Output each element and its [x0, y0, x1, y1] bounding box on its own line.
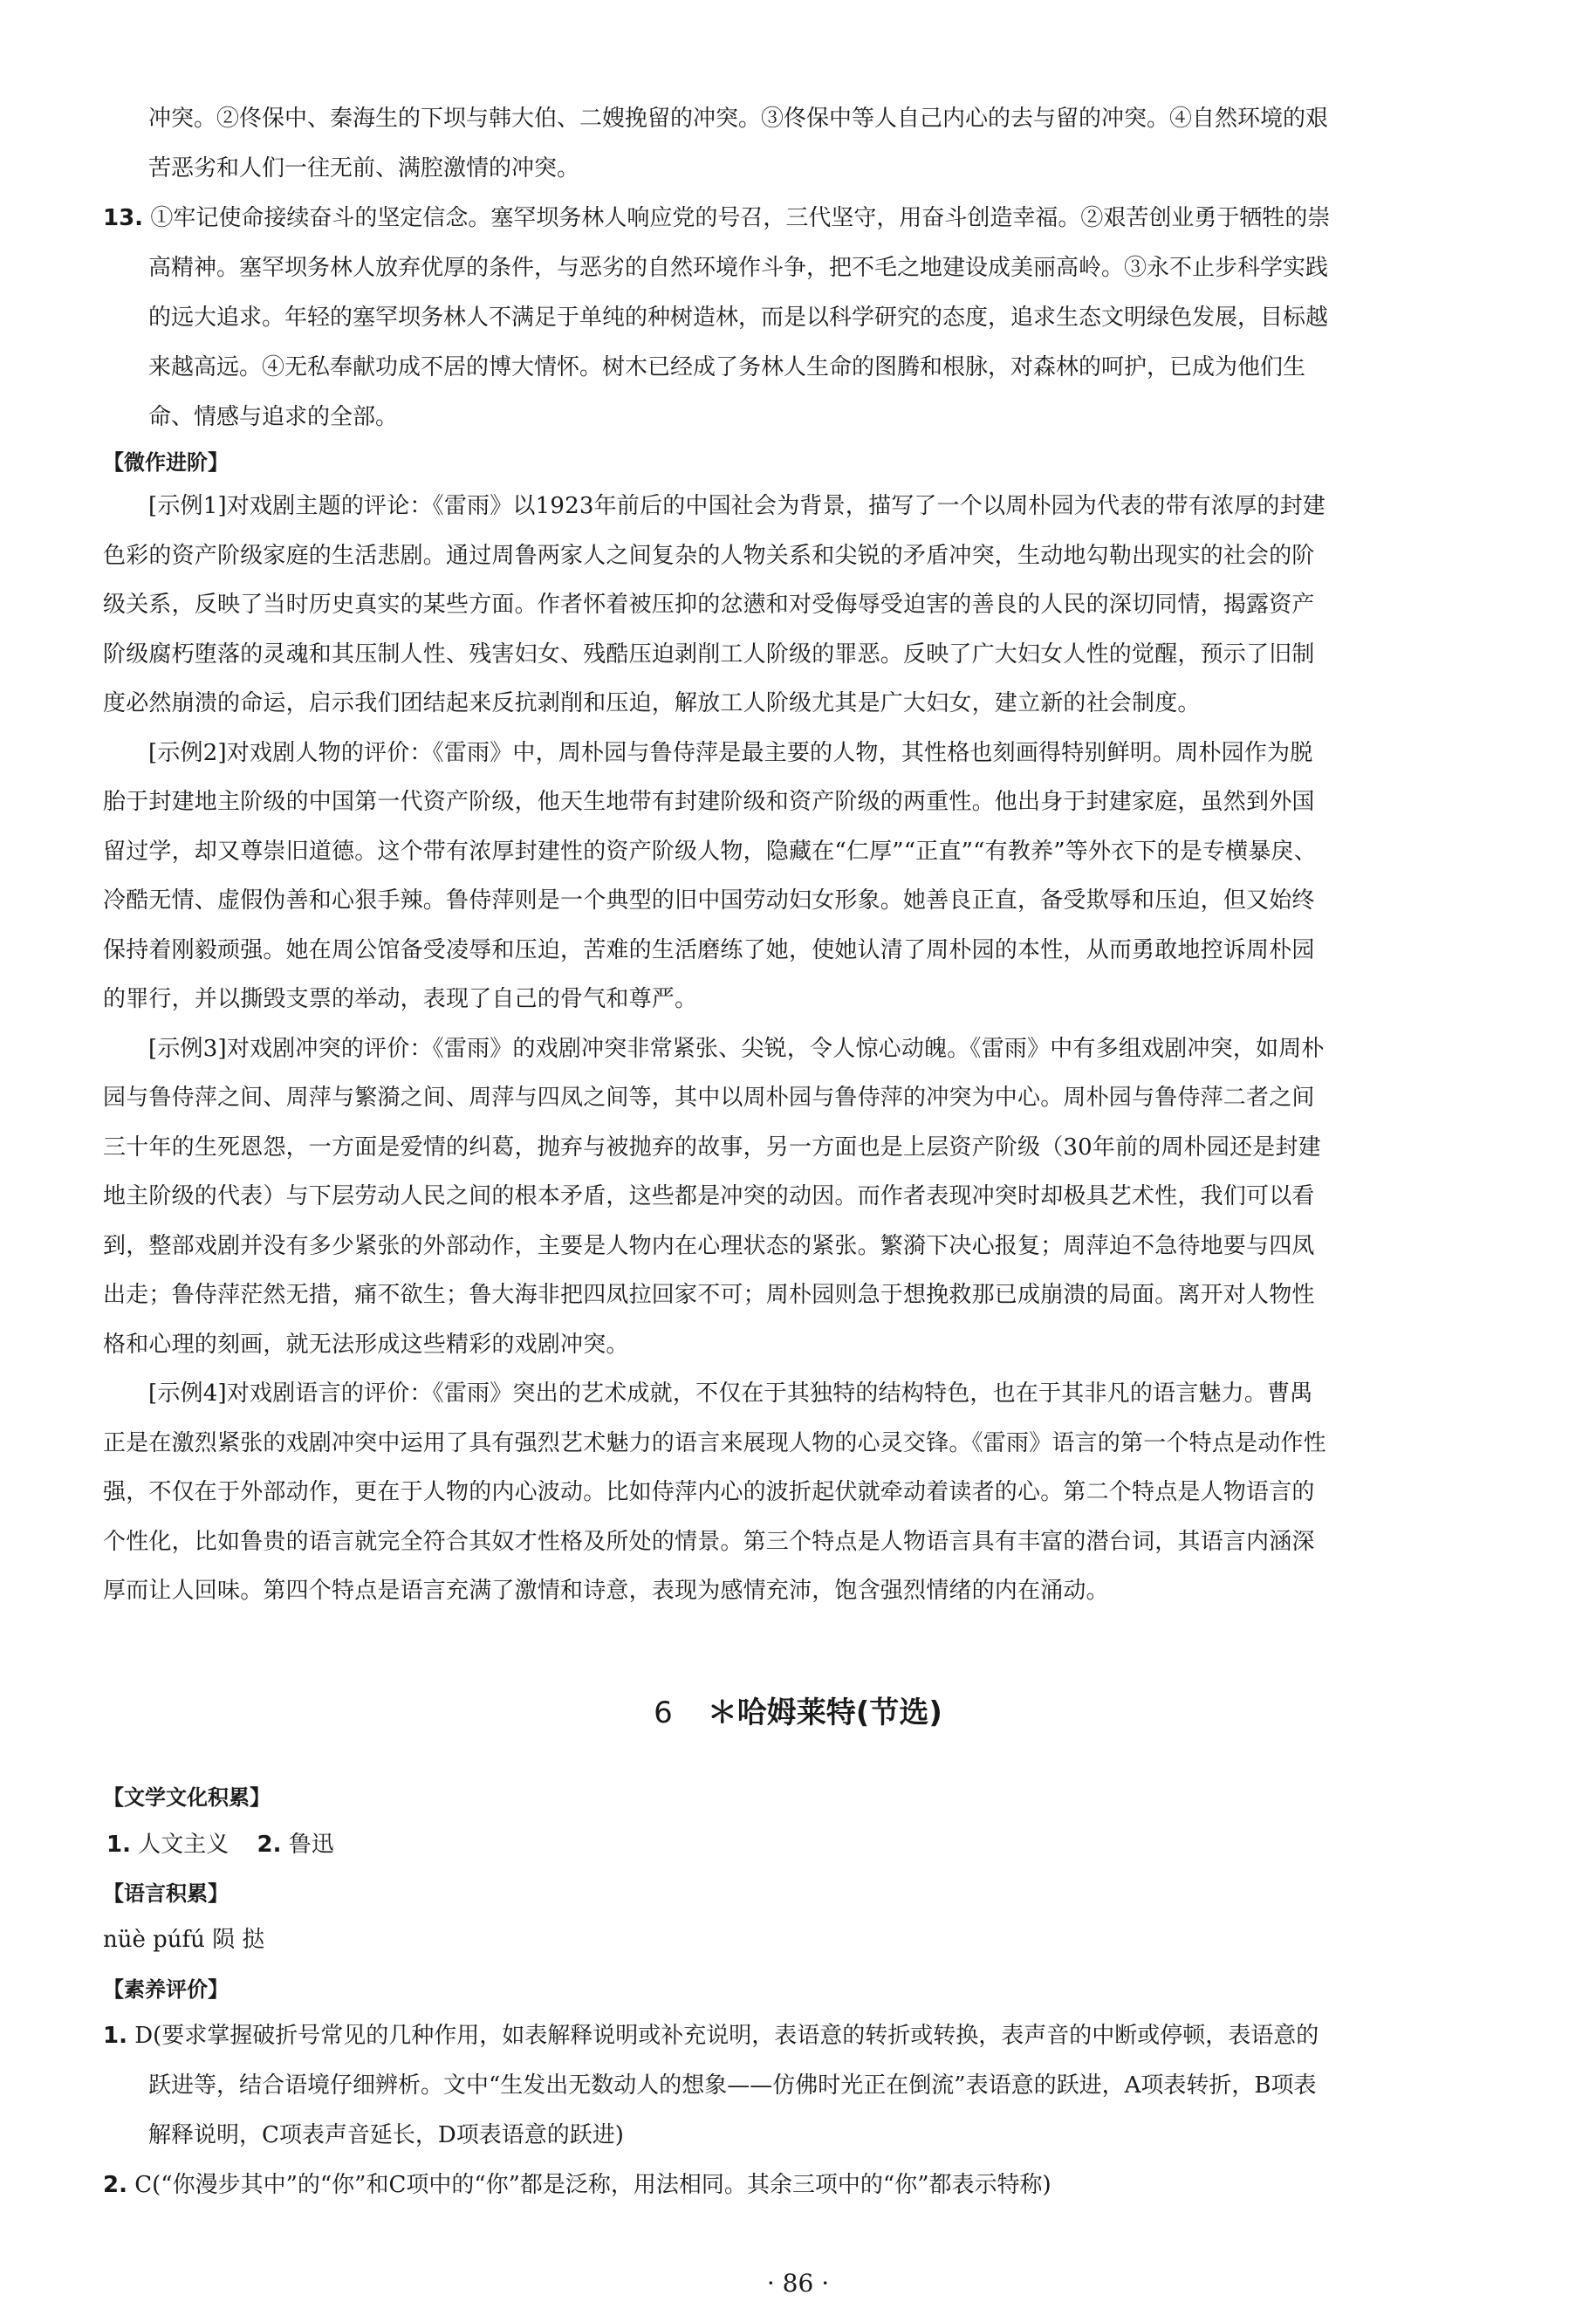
literacy-question-1 [103, 2011, 1335, 2161]
sample-4: [示例4]对戏剧语言的评价：《雷雨》突出的艺术成就，不仅在于其独特的结构特色，也在于其非凡的语言魅力。曹禺正是在激烈紧张的戏剧冲突中运用了具有强烈艺术魅力的语言来展现人物的心灵交锋。《雷雨》语言的第一个特点是动作性强，不仅在于外部动作，更在于人物的内心波动。比如侍萍内心的波折起伏就牵动着读者的心。第二个特点是人物语言的个性化，比如鲁贵的语言就完全符合其奴才性格及所处的情景。第三个特点是人物语言具有丰富的潜台词，其语言内涵深厚而让人回味。第四个特点是语言充满了激情和诗意，表现为感情充沛，饱含强烈情绪的内在涌动。 [103, 1380, 1326, 1604]
literacy-answers [103, 2011, 1335, 2210]
sample-2: [示例2]对戏剧人物的评价：《雷雨》中，周朴园与鲁侍萍是最主要的人物，其性格也刻画得特别鲜明。周朴园作为脱胎于封建地主阶级的中国第一代资产阶级，他天生地带有封建阶级和资产阶级的两重性。他出身于封建家庭，虽然到外国留过学，却又尊崇旧道德。这个带有浓厚封建性的资产阶级人物，隐藏在“仁厚”“正直”“有教养”等外衣下的是专横暴戾、冷酷无情、虚假伪善和心狠手辣。鲁侍萍则是一个典型的旧中国劳动妇女形象。她善良正直，备受欺辱和压迫，但又始终保持着刚毅顽强。她在周公馆备受凌辱和压迫，苦难的生活磨练了她，使她认清了周朴园的本性，从而勇敢地控诉周朴园的罪行，并以撕毁支票的举动，表现了自己的骨气和尊严。 [103, 739, 1317, 1012]
lesson-name: ＊哈姆莱特(节选) [707, 1695, 942, 1730]
answer-1: 人文主义 [138, 1832, 229, 1858]
answer-number-1: 1. [106, 1832, 131, 1858]
section-heading-micro: 【微作进阶】 [103, 450, 229, 475]
sample-1: [示例1]对戏剧主题的评论：《雷雨》以1923年前后的中国社会为背景，描写了一个以周朴园为代表的带有浓厚的封建色彩的资产阶级家庭的生活悲剧。通过周鲁两家人之间复杂的人物关系和尖锐的矛盾冲突，生动地勾勒出现实的社会的阶级关系，反映了当时历史真实的某些方面。作者怀着被压抑的忿懑和对受侮辱受迫害的善良的人民的深切同情，揭露资产阶级腐朽堕落的灵魂和其压制人性、残害妇女、残酷压迫剥削工人阶级的罪恶。反映了广大妇女人性的觉醒，预示了旧制度必然崩溃的命运，启示我们团结起来反抗剥削和压迫，解放工人阶级尤其是广大妇女，建立新的社会制度。 [103, 493, 1325, 716]
answer-number-2: 2. [257, 1832, 282, 1858]
continued-answer [103, 94, 1335, 194]
lesson-number: 6 [654, 1695, 673, 1730]
question-13 [103, 194, 1335, 442]
literary-answers [103, 1826, 334, 1859]
lesson-title [0, 1688, 1596, 1731]
literacy-answer-2: C(“你漫步其中”的“你”和C项中的“你”都是泛称，用法相同。其余三项中的“你”都表示特称) [134, 2172, 1051, 2198]
section-heading-language: 【语言积累】 [103, 1881, 229, 1906]
question-13-answer: ①牢记使命接续奋斗的坚定信念。塞罕坝务林人响应党的号召，三代坚守，用奋斗创造幸福。②艰苦创业勇于牺牲的崇高精神。塞罕坝务林人放弃优厚的条件，与恶劣的自然环境作斗争，把不毛之地建设成美丽高岭。③永不止步科学实践的远大追求。年轻的塞罕坝务林人不满足于单纯的种树造林，而是以科学研究的态度，追求生态文明绿色发展，目标越来越高远。④无私奉献功成不居的博大情怀。树木已经成了务林人生命的图腾和根脉，对森林的呵护，已成为他们生命、情感与追求的全部。 [148, 205, 1331, 430]
section-heading-literacy: 【素养评价】 [103, 1977, 229, 2002]
question-number: 1. [103, 2023, 127, 2049]
continued-paragraph: 冲突。②佟保中、秦海生的下坝与韩大伯、二嫂挽留的冲突。③佟保中等人自己内心的去与留的冲突。④自然环境的艰苦恶劣和人们一往无前、满腔激情的冲突。 [148, 106, 1329, 182]
micro-samples [103, 482, 1335, 1616]
question-number: 13. [103, 205, 144, 231]
section-heading-literary: 【文学文化积累】 [103, 1785, 271, 1810]
language-answer: nüè púfú 陨 挞 [103, 1927, 265, 1953]
question-number: 2. [103, 2172, 127, 2198]
answer-2: 鲁迅 [288, 1832, 334, 1858]
page-number: · 86 · [766, 2269, 830, 2298]
sample-3: [示例3]对戏剧冲突的评价：《雷雨》的戏剧冲突非常紧张、尖锐，令人惊心动魄。《雷雨》中有多组戏剧冲突，如周朴园与鲁侍萍之间、周萍与繁漪之间、周萍与四凤之间等，其中以周朴园与鲁侍萍的冲突为中心。周朴园与鲁侍萍二者之间三十年的生死恩怨，一方面是爱情的纠葛，抛弃与被抛弃的故事，另一方面也是上层资产阶级（30年前的周朴园还是封建地主阶级的代表）与下层劳动人民之间的根本矛盾，这些都是冲突的动因。而作者表现冲突时却极具艺术性，我们可以看到，整部戏剧并没有多少紧张的外部动作，主要是人物内在心理状态的紧张。繁漪下决心报复；周萍迫不急待地要与四凤出走；鲁侍萍茫然无措，痛不欲生；鲁大海非把四凤拉回家不可；周朴园则急于想挽救那已成崩溃的局面。离开对人物性格和心理的刻画，就无法形成这些精彩的戏剧冲突。 [103, 1035, 1325, 1358]
literacy-answer-1: D(要求掌握破折号常见的几种作用，如表解释说明或补充说明，表语意的转折或转换，表声音的中断或停顿，表语意的跃进等，结合语境仔细辨析。文中“生发出无数动人的想象——仿佛时光正在倒流”表语意的跃进，A项表转折，B项表解释说明，C项表声音延长，D项表语意的跃进) [134, 2023, 1319, 2148]
literacy-question-2 [103, 2161, 1335, 2210]
